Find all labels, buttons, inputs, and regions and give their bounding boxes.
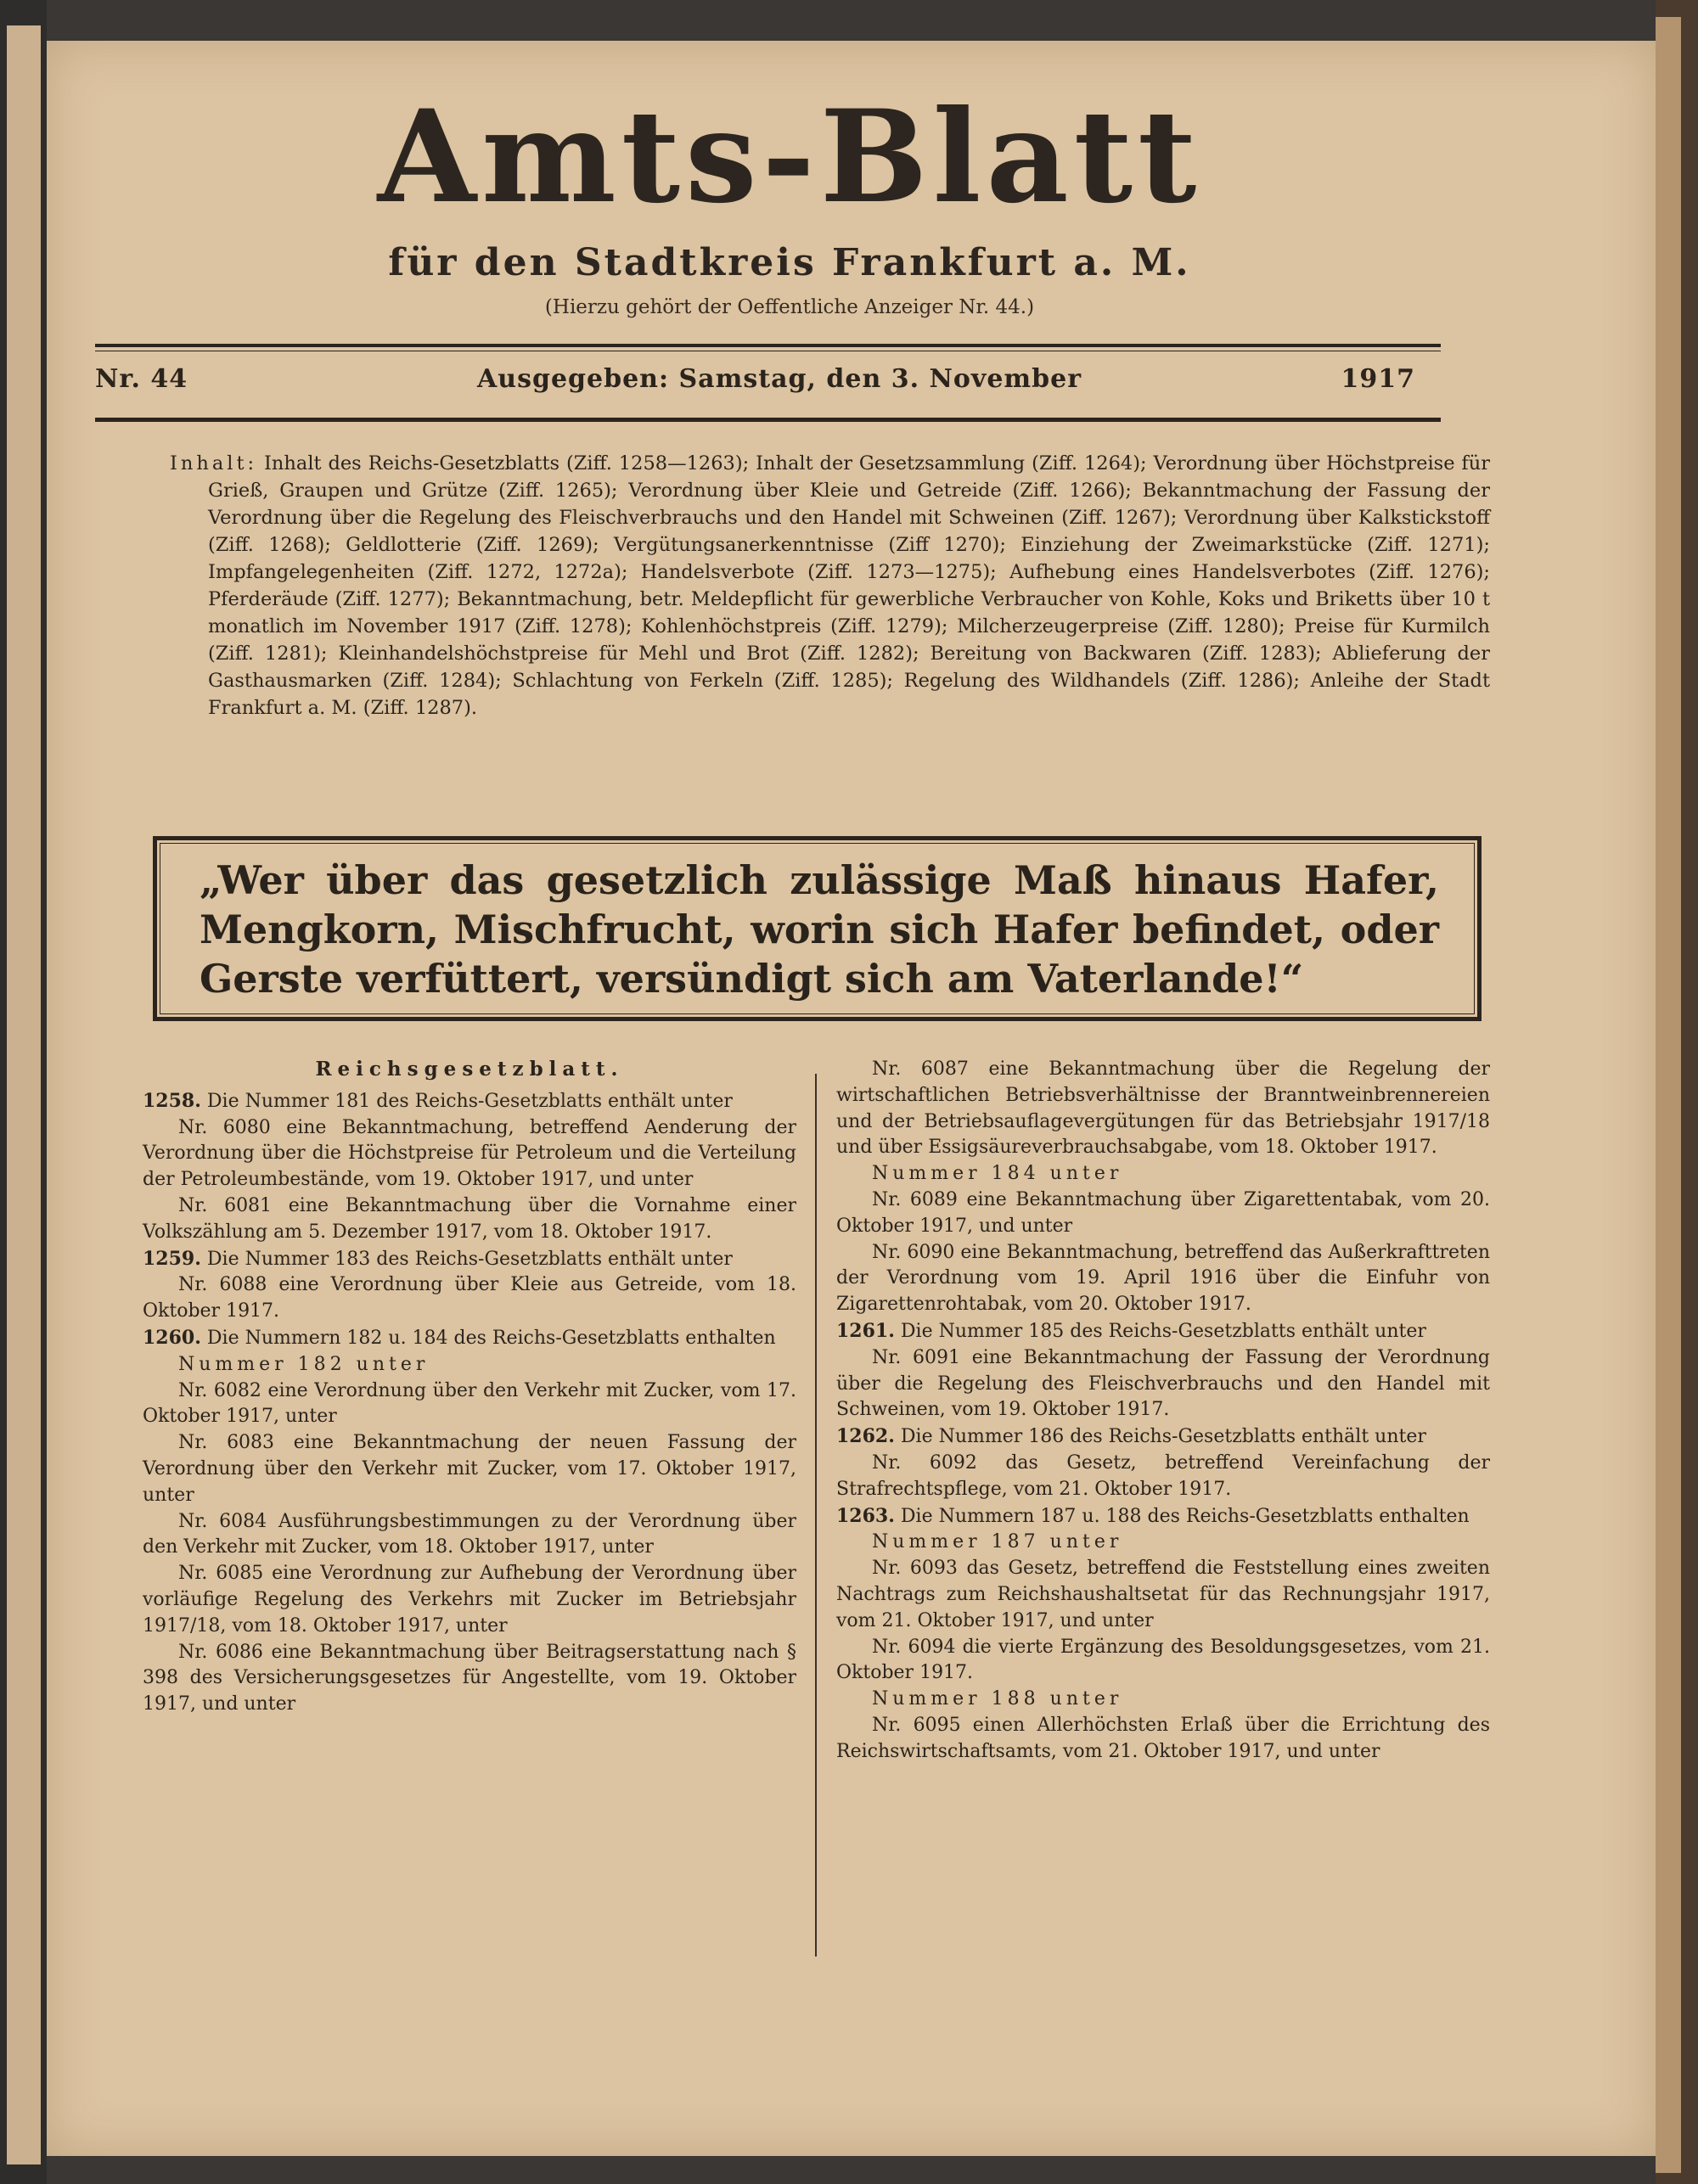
entry-1260-item: Nr. 6086 eine Bekanntmachung über Beitragserstattung nach § 398 des Versicherungsgesetzes für Angestellte, vom 19. Oktober 1917, und unter: [143, 1641, 796, 1715]
issue-year: 1917: [1341, 364, 1415, 394]
entry-1260-item: Nr. 6089 eine Bekanntmachung über Zigarettentabak, vom 20. Oktober 1917, und unter: [836, 1188, 1490, 1237]
motto-box: [153, 836, 1482, 1021]
table-of-contents: [170, 450, 1490, 721]
book-edge-right: [1656, 0, 1698, 2184]
entry-1260-item: Nr. 6084 Ausführungsbestimmungen zu der Verordnung über den Verkehr mit Zucker, vom 18. Oktober 1917, unter: [143, 1510, 796, 1558]
entry-1260-head: [143, 1325, 796, 1352]
entry-1260-item: Nr. 6085 eine Verordnung zur Aufhebung der Verordnung über vorläufige Regelung des Verkehrs mit Zucker im Betriebsjahr 1917/18, vom 18. Oktober 1917, unter: [143, 1563, 796, 1637]
masthead-subtitle: für den Stadtkreis Frankfurt a. M.: [388, 241, 1191, 284]
right-column: [836, 1057, 1490, 1766]
entry-1260-subheading: Nummer 184 unter: [872, 1163, 1123, 1185]
entry-1263-subheading: Nummer 187 unter: [872, 1531, 1123, 1553]
contents-text: Inhalt des Reichs-Gesetzblatts (Ziff. 1258—1263); Inhalt der Gesetzsammlung (Ziff. 1264); Verordnung über Höchstpreise für Grieß, Graupen und Grütze (Ziff. 1265); Verordnung über Kleie und Getreide (Ziff. 1266); Bekanntmachung der Fassung der Verordnung über die Regelung des Fleischverbrauchs und den Handel mit Schweinen (Ziff. 1267); Verordnung über Kalkstickstoff (Ziff. 1268); Geldlotterie (Ziff. 1269); Vergütungsanerkenntnisse (Ziff 1270); Einziehung der Zweimarkstücke (Ziff. 1271); Impfangelegenheiten (Ziff. 1272, 1272a); Handelsverbote (Ziff. 1273—1275); Aufhebung eines Handelsverbotes (Ziff. 1276); Pferderäude (Ziff. 1277); Bekanntmachung, betr. Meldepflicht für gewerbliche Verbraucher von Kohle, Koks und Briketts über 10 t monatlich im November 1917 (Ziff. 1278); Kohlenhöchstpreis (Ziff. 1279); Milcherzeugerpreise (Ziff. 1280); Preise für Kurmilch (Ziff. 1281); Kleinhandelshöchstpreise für Mehl und Brot (Ziff. 1282); Bereitung von Backwaren (Ziff. 1283); Ablieferung der Gasthausmarken (Ziff. 1284); Schlachtung von Ferkeln (Ziff. 1285); Regelung des Wildhandels (Ziff. 1286); Anleihe der Stadt Frankfurt a. M. (Ziff. 1287).: [208, 452, 1491, 719]
entry-1263-item: Nr. 6094 die vierte Ergänzung des Besoldungsgesetzes, vom 21. Oktober 1917.: [836, 1636, 1490, 1684]
entry-1263-item: Nr. 6095 einen Allerhöchsten Erlaß über die Errichtung des Reichswirtschaftsamts, vom 21. Oktober 1917, und unter: [836, 1714, 1490, 1762]
issue-bar: [95, 344, 1441, 422]
entry-text: Die Nummer 185 des Reichs-Gesetzblatts enthält unter: [900, 1320, 1426, 1342]
entry-number: 1258.: [143, 1089, 201, 1112]
entry-number: 1259.: [143, 1247, 201, 1270]
entry-1262-head: [836, 1423, 1490, 1451]
entry-text: Die Nummer 183 des Reichs-Gesetzblatts enthält unter: [206, 1248, 733, 1270]
previous-page-edge: [7, 25, 41, 2164]
entry-1260-item: Nr. 6083 eine Bekanntmachung der neuen Fassung der Verordnung über den Verkehr mit Zucker, vom 17. Oktober 1917, unter: [143, 1432, 796, 1506]
motto-text: „Wer über das gesetzlich zulässige Maß hinaus Hafer, Mengkorn, Mischfrucht, worin sich Hafer befindet, oder Gerste verfüttert, versündigt sich am Vaterlande!“: [200, 857, 1439, 1002]
entry-1263-head: [836, 1503, 1490, 1530]
masthead-note: (Hierzu gehört der Oeffentliche Anzeiger Nr. 44.): [544, 296, 1035, 318]
section-heading: Reichsgesetzblatt.: [315, 1058, 624, 1081]
entry-text: Die Nummern 187 u. 188 des Reichs-Gesetzblatts enthalten: [900, 1505, 1470, 1527]
masthead: [93, 82, 1486, 318]
entry-1259-item: Nr. 6088 eine Verordnung über Kleie aus Getreide, vom 18. Oktober 1917.: [143, 1274, 796, 1322]
entry-1260-item: Nr. 6082 eine Verordnung über den Verkehr mit Zucker, vom 17. Oktober 1917, unter: [143, 1379, 796, 1428]
left-column: [143, 1057, 796, 1718]
masthead-title: Amts-Blatt: [377, 82, 1202, 232]
entry-1258-item: Nr. 6080 eine Bekanntmachung, betreffend Aenderung der Verordnung über die Höchstpreise für Petroleum und die Verteilung der Petroleumbestände, vom 19. Oktober 1917, und unter: [143, 1116, 796, 1191]
entry-1260-subheading: Nummer 182 unter: [178, 1353, 430, 1375]
entry-text: Die Nummer 181 des Reichs-Gesetzblatts enthält unter: [206, 1090, 733, 1112]
issue-number: Nr. 44: [95, 364, 188, 394]
entry-1262-item: Nr. 6092 das Gesetz, betreffend Vereinfachung der Strafrechtspflege, vom 21. Oktober 1917.: [836, 1451, 1490, 1500]
book-spine-left: [0, 0, 47, 2184]
entry-text: Die Nummern 182 u. 184 des Reichs-Gesetzblatts enthalten: [206, 1327, 776, 1349]
entry-1258-head: [143, 1088, 796, 1115]
entry-number: 1261.: [836, 1319, 895, 1342]
entry-text: Die Nummer 186 des Reichs-Gesetzblatts enthält unter: [900, 1426, 1426, 1448]
entry-1260-item: Nr. 6090 eine Bekanntmachung, betreffend das Außerkrafttreten der Verordnung vom 19. April 1916 über die Einfuhr von Zigarettenrohtabak, vom 20. Oktober 1917.: [836, 1241, 1490, 1316]
entry-number: 1260.: [143, 1326, 201, 1349]
entry-1263-item: Nr. 6093 das Gesetz, betreffend die Feststellung eines zweiten Nachtrags zum Reichshaushaltsetat für das Rechnungsjahr 1917, vom 21. Oktober 1917, und unter: [836, 1558, 1490, 1631]
entry-1260-item: Nr. 6087 eine Bekanntmachung über die Regelung der wirtschaftlichen Betriebsverhältnisse der Branntweinbrennereien und der Betriebsauflagevergütungen für das Betriebsjahr 1917/18 und über Essigsäureverbrauchsabgabe, vom 18. Oktober 1917.: [836, 1058, 1490, 1159]
entry-number: 1263.: [836, 1504, 895, 1527]
column-divider: [815, 1074, 817, 1957]
entry-1259-head: [143, 1246, 796, 1273]
entry-1261-head: [836, 1318, 1490, 1345]
page-stack-edge: [1656, 17, 1681, 2173]
entry-1261-item: Nr. 6091 eine Bekanntmachung der Fassung der Verordnung über die Regelung des Fleischverbrauchs und den Handel mit Schweinen, vom 19. Oktober 1917.: [836, 1346, 1490, 1421]
entry-1258-item: Nr. 6081 eine Bekanntmachung über die Vornahme einer Volkszählung am 5. Dezember 1917, vom 18. Oktober 1917.: [143, 1194, 796, 1243]
entry-number: 1262.: [836, 1425, 895, 1448]
issue-date: Ausgegeben: Samstag, den 3. November: [477, 364, 1082, 394]
contents-label: Inhalt:: [170, 452, 258, 474]
entry-1263-subheading: Nummer 188 unter: [872, 1688, 1123, 1710]
